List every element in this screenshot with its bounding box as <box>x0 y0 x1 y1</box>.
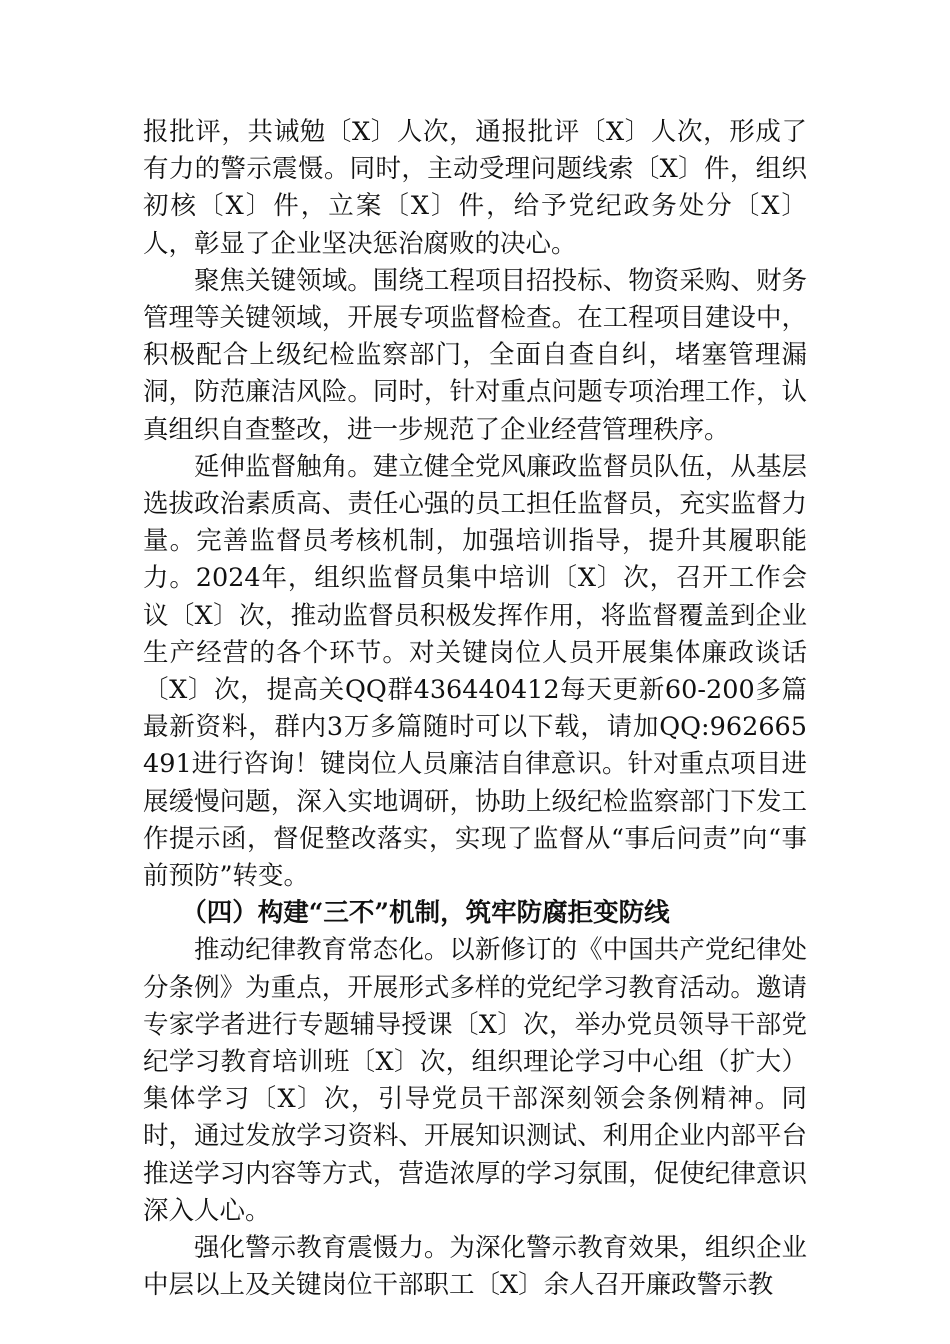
paragraph-key-areas: 聚焦关键领域。围绕工程项目招投标、物资采购、财务管理等关键领域，开展专项监督检查。在工程项目建设中，积极配合上级纪检监察部门，全面自查自纠，堵塞管理漏洞，防范廉洁风险。同时，针对重点问题专项治理工作，认真组织自查整改，进一步规范了企业经营管理秩序。 <box>143 265 807 445</box>
paragraph-education: 推动纪律教育常态化。以新修订的《中国共产党纪律处分条例》为重点，开展形式多样的党纪学习教育活动。邀请专家学者进行专题辅导授课〔X〕次，举办党员领导干部党纪学习教育培训班〔X〕次，组织理论学习中心组（扩大）集体学习〔X〕次，引导党员干部深刻领会条例精神。同时，通过发放学习资料、开展知识测试、利用企业内部平台推送学习内容等方式，营造浓厚的学习氛围，促使纪律意识深入人心。 <box>143 935 807 1226</box>
section-heading: （四）构建“三不”机制，筑牢防腐拒变防线 <box>181 898 670 929</box>
paragraph-warning: 强化警示教育震慑力。为深化警示教育效果，组织企业中层以上及关键岗位干部职工〔X〕余人召开廉政警示教 <box>143 1233 807 1301</box>
paragraph-supervision: 延伸监督触角。建立健全党风廉政监督员队伍，从基层选拔政治素质高、责任心强的员工担任监督员，充实监督力量。完善监督员考核机制，加强培训指导，提升其履职能力。2024年，组织监督员集中培训〔X〕次，召开工作会议〔X〕次，推动监督员积极发挥作用，将监督覆盖到企业生产经营的各个环节。对关键岗位人员开展集体廉政谈话〔X〕次，提高关QQ群436440412每天更新60-200多篇最新资料，群内3万多篇随时可以下载，请加QQ:962665491进行咨询！键岗位人员廉洁自律意识。针对重点项目进展缓慢问题，深入实地调研，协助上级纪检监察部门下发工作提示函，督促整改落实，实现了监督从“事后问责”向“事前预防”转变。 <box>143 451 807 892</box>
document-body <box>143 114 807 1305</box>
paragraph-1: 报批评，共诫勉〔X〕人次，通报批评〔X〕人次，形成了有力的警示震慑。同时，主动受理问题线索〔X〕件，组织初核〔X〕件，立案〔X〕件，给予党纪政务处分〔X〕人，彰显了企业坚决惩治腐败的决心。 <box>143 117 807 259</box>
